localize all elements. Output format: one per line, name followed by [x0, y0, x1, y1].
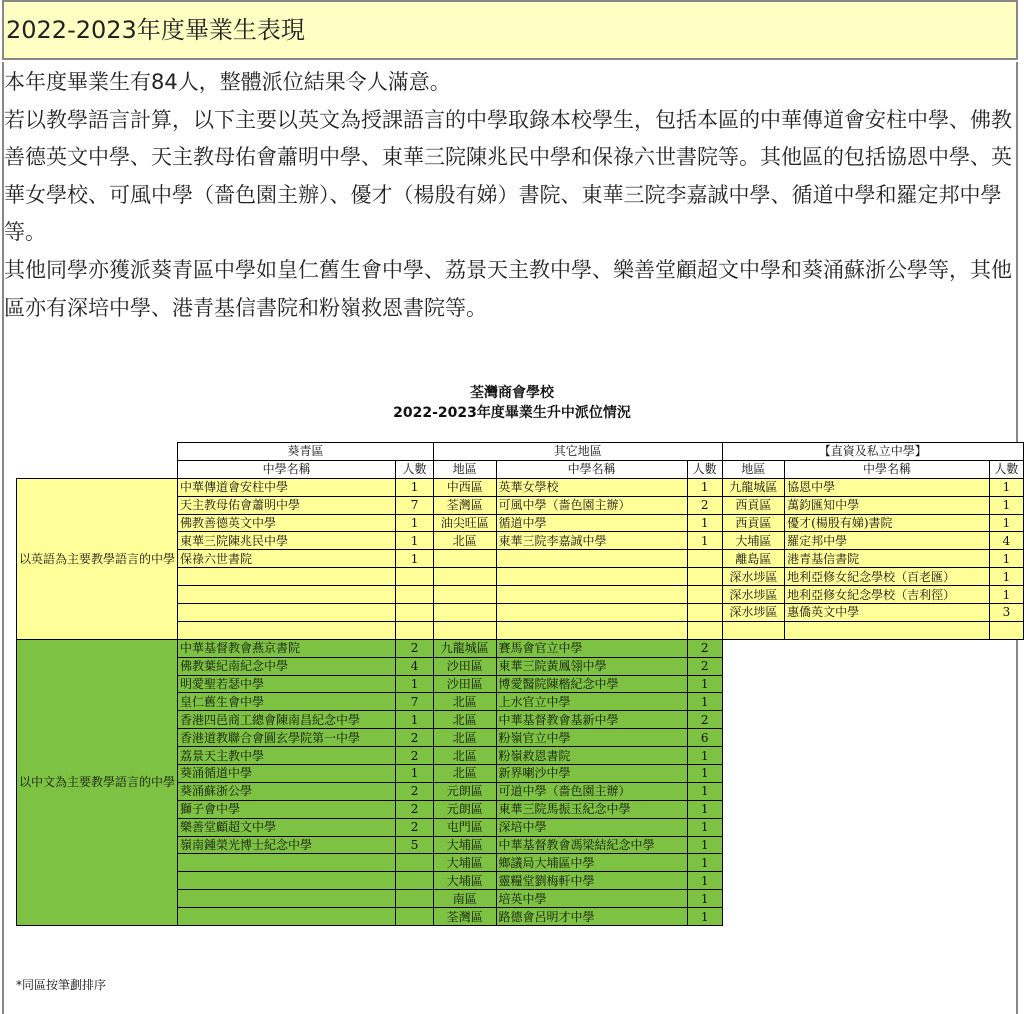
kwai-tsing-school-cell: 皇仁舊生會中學 — [178, 693, 396, 711]
other-count-cell: 1 — [687, 514, 722, 532]
private-count-cell: 1 — [989, 568, 1023, 586]
kwai-tsing-school-cell: 中華傳道會安柱中學 — [178, 478, 396, 496]
other-school-cell: 東華三院馬振玉紀念中學 — [496, 800, 687, 818]
other-school-cell: 靈糧堂劉梅軒中學 — [496, 872, 687, 890]
private-district-cell: 西貢區 — [722, 514, 785, 532]
kwai-tsing-count-cell: 2 — [396, 747, 434, 765]
kwai-tsing-school-cell: 保祿六世書院 — [178, 550, 396, 568]
other-school-cell — [496, 621, 687, 639]
other-count-cell: 2 — [687, 496, 722, 514]
other-school-cell — [496, 586, 687, 604]
private-school-cell: 地利亞修女紀念學校（百老匯） — [785, 568, 990, 586]
other-district-cell: 九龍城區 — [433, 639, 496, 657]
other-school-cell: 英華女學校 — [496, 478, 687, 496]
private-count-cell: 1 — [989, 550, 1023, 568]
other-district-cell: 油尖旺區 — [433, 514, 496, 532]
private-count-cell: 1 — [989, 496, 1023, 514]
kwai-tsing-count-cell: 2 — [396, 639, 434, 657]
other-count-cell: 1 — [687, 890, 722, 908]
column-header-school: 中學名稱 — [178, 460, 396, 478]
kwai-tsing-school-cell — [178, 604, 396, 622]
other-count-cell — [687, 604, 722, 622]
other-district-cell — [433, 604, 496, 622]
kwai-tsing-school-cell: 葵涌循道中學 — [178, 765, 396, 783]
group-header-private: 【直資及私立中學】 — [722, 443, 1023, 461]
category-label-chinese: 以中文為主要教學語言的中學 — [17, 639, 178, 925]
category-label-english: 以英語為主要教學語言的中學 — [17, 478, 178, 639]
table-row — [17, 639, 1024, 657]
kwai-tsing-school-cell: 葵涌蘇浙公學 — [178, 782, 396, 800]
kwai-tsing-count-cell: 1 — [396, 514, 434, 532]
kwai-tsing-count-cell: 2 — [396, 729, 434, 747]
table-row — [17, 478, 1024, 496]
private-school-cell: 惠僑英文中學 — [785, 604, 990, 622]
other-district-cell — [433, 621, 496, 639]
kwai-tsing-count-cell — [396, 568, 434, 586]
other-count-cell: 2 — [687, 639, 722, 657]
other-school-cell: 上水官立中學 — [496, 693, 687, 711]
other-school-cell: 東華三院黃鳳翎中學 — [496, 657, 687, 675]
other-district-cell: 北區 — [433, 765, 496, 783]
kwai-tsing-count-cell: 7 — [396, 693, 434, 711]
other-district-cell: 元朗區 — [433, 782, 496, 800]
kwai-tsing-school-cell — [178, 621, 396, 639]
group-header-kwai-tsing: 葵青區 — [178, 443, 434, 461]
figure-title: 2022-2023年度畢業生升中派位情況 — [393, 405, 631, 421]
other-school-cell: 循道中學 — [496, 514, 687, 532]
corner-cell — [17, 443, 178, 461]
private-count-cell — [989, 621, 1023, 639]
other-district-cell: 北區 — [433, 729, 496, 747]
kwai-tsing-school-cell: 東華三院陳兆民中學 — [178, 532, 396, 550]
kwai-tsing-school-cell: 獅子會中學 — [178, 800, 396, 818]
kwai-tsing-count-cell: 1 — [396, 765, 434, 783]
kwai-tsing-count-cell — [396, 890, 434, 908]
other-school-cell — [496, 568, 687, 586]
intro-paragraph-2: 若以教學語言計算，以下主要以英文為授課語言的中學取錄本校學生，包括本區的中華傳道會安柱中學、佛教善德英文中學、天主教母佑會蕭明中學、東華三院陳兆民中學和保祿六世書院等。其他區的包括協恩中學、英華女學校、可風中學（嗇色園主辦）、優才（楊殷有娣）書院、東華三院李嘉誠中學、循道中學和羅定邦中學等。 — [4, 107, 1012, 245]
other-school-cell: 粉嶺官立中學 — [496, 729, 687, 747]
other-count-cell: 1 — [687, 532, 722, 550]
other-school-cell — [496, 550, 687, 568]
kwai-tsing-count-cell: 1 — [396, 711, 434, 729]
kwai-tsing-count-cell: 1 — [396, 478, 434, 496]
other-district-cell: 大埔區 — [433, 836, 496, 854]
group-header-other-districts: 其它地區 — [433, 443, 722, 461]
private-district-cell: 西貢區 — [722, 496, 785, 514]
other-school-cell: 博愛醫院陳楷紀念中學 — [496, 675, 687, 693]
private-school-cell: 協恩中學 — [785, 478, 990, 496]
kwai-tsing-count-cell — [396, 586, 434, 604]
other-school-cell: 可道中學（嗇色園主辦） — [496, 782, 687, 800]
other-school-cell — [496, 604, 687, 622]
kwai-tsing-count-cell: 4 — [396, 657, 434, 675]
other-school-cell: 路德會呂明才中學 — [496, 908, 687, 926]
kwai-tsing-school-cell — [178, 890, 396, 908]
intro-paragraph-1: 本年度畢業生有84人，整體派位結果令人滿意。 — [4, 70, 451, 94]
other-count-cell: 2 — [687, 657, 722, 675]
other-count-cell: 1 — [687, 693, 722, 711]
other-count-cell: 1 — [687, 818, 722, 836]
other-count-cell: 1 — [687, 872, 722, 890]
other-district-cell: 荃灣區 — [433, 908, 496, 926]
footnote: *同區按筆劃排序 — [16, 978, 107, 992]
other-count-cell — [687, 550, 722, 568]
private-count-cell: 3 — [989, 604, 1023, 622]
kwai-tsing-count-cell: 2 — [396, 782, 434, 800]
other-district-cell — [433, 550, 496, 568]
other-count-cell: 2 — [687, 711, 722, 729]
private-school-cell: 港青基信書院 — [785, 550, 990, 568]
other-district-cell: 大埔區 — [433, 872, 496, 890]
kwai-tsing-count-cell — [396, 908, 434, 926]
other-district-cell: 北區 — [433, 711, 496, 729]
kwai-tsing-count-cell: 1 — [396, 532, 434, 550]
kwai-tsing-count-cell — [396, 872, 434, 890]
other-school-cell: 賽馬會官立中學 — [496, 639, 687, 657]
other-school-cell: 鄉議局大埔區中學 — [496, 854, 687, 872]
private-school-cell — [785, 621, 990, 639]
allocation-table — [16, 442, 1024, 926]
intro-text — [4, 64, 1014, 327]
other-school-cell: 可風中學（嗇色園主辦） — [496, 496, 687, 514]
other-district-cell: 大埔區 — [433, 854, 496, 872]
other-school-cell: 深培中學 — [496, 818, 687, 836]
private-school-cell: 地利亞修女紀念學校（吉利徑） — [785, 586, 990, 604]
other-district-cell — [433, 568, 496, 586]
kwai-tsing-count-cell: 1 — [396, 550, 434, 568]
private-district-cell: 深水埗區 — [722, 604, 785, 622]
page-header — [2, 0, 1018, 60]
kwai-tsing-count-cell: 1 — [396, 675, 434, 693]
private-school-cell: 萬鈞匯知中學 — [785, 496, 990, 514]
private-count-cell: 4 — [989, 532, 1023, 550]
kwai-tsing-school-cell: 嶺南鍾榮光博士紀念中學 — [178, 836, 396, 854]
other-district-cell: 中西區 — [433, 478, 496, 496]
other-count-cell — [687, 586, 722, 604]
other-count-cell: 1 — [687, 478, 722, 496]
other-count-cell: 1 — [687, 854, 722, 872]
other-school-cell: 培英中學 — [496, 890, 687, 908]
other-count-cell: 1 — [687, 800, 722, 818]
column-header-school: 中學名稱 — [785, 460, 990, 478]
kwai-tsing-school-cell: 明愛聖若瑟中學 — [178, 675, 396, 693]
intro-paragraph-3: 其他同學亦獲派葵青區中學如皇仁舊生會中學、荔景天主教中學、樂善堂顧超文中學和葵涌蘇浙公學等，其他區亦有深培中學、港青基信書院和粉嶺救恩書院等。 — [4, 257, 1012, 320]
private-district-cell: 深水埗區 — [722, 586, 785, 604]
kwai-tsing-count-cell: 5 — [396, 836, 434, 854]
other-district-cell: 荃灣區 — [433, 496, 496, 514]
other-count-cell: 1 — [687, 747, 722, 765]
other-district-cell: 南區 — [433, 890, 496, 908]
kwai-tsing-school-cell — [178, 854, 396, 872]
other-school-cell: 中華基督教會基新中學 — [496, 711, 687, 729]
other-count-cell: 1 — [687, 782, 722, 800]
column-header-district: 地區 — [433, 460, 496, 478]
private-district-cell: 九龍城區 — [722, 478, 785, 496]
private-count-cell: 1 — [989, 478, 1023, 496]
other-district-cell: 北區 — [433, 747, 496, 765]
private-count-cell: 1 — [989, 586, 1023, 604]
other-district-cell: 元朗區 — [433, 800, 496, 818]
private-district-cell: 離島區 — [722, 550, 785, 568]
corner-cell — [17, 460, 178, 478]
kwai-tsing-school-cell: 中華基督教會燕京書院 — [178, 639, 396, 657]
column-header-school: 中學名稱 — [496, 460, 687, 478]
column-header-count: 人數 — [687, 460, 722, 478]
kwai-tsing-count-cell: 2 — [396, 818, 434, 836]
kwai-tsing-count-cell: 7 — [396, 496, 434, 514]
other-district-cell: 北區 — [433, 532, 496, 550]
private-district-cell: 深水埗區 — [722, 568, 785, 586]
other-school-cell: 粉嶺救恩書院 — [496, 747, 687, 765]
kwai-tsing-count-cell — [396, 621, 434, 639]
kwai-tsing-school-cell — [178, 908, 396, 926]
other-district-cell: 沙田區 — [433, 675, 496, 693]
other-count-cell: 6 — [687, 729, 722, 747]
other-count-cell — [687, 621, 722, 639]
page-title: 2022-2023年度畢業生表現 — [6, 16, 305, 44]
kwai-tsing-count-cell — [396, 854, 434, 872]
private-school-cell: 羅定邦中學 — [785, 532, 990, 550]
other-count-cell: 1 — [687, 908, 722, 926]
kwai-tsing-school-cell — [178, 872, 396, 890]
column-header-count: 人數 — [989, 460, 1023, 478]
column-header-district: 地區 — [722, 460, 785, 478]
other-district-cell: 屯門區 — [433, 818, 496, 836]
kwai-tsing-school-cell: 天主教母佑會蕭明中學 — [178, 496, 396, 514]
other-district-cell: 北區 — [433, 693, 496, 711]
other-school-cell: 東華三院李嘉誠中學 — [496, 532, 687, 550]
other-school-cell: 新界喇沙中學 — [496, 765, 687, 783]
kwai-tsing-count-cell: 2 — [396, 800, 434, 818]
other-school-cell: 中華基督教會馮梁結紀念中學 — [496, 836, 687, 854]
kwai-tsing-school-cell: 佛教葉紀南紀念中學 — [178, 657, 396, 675]
other-count-cell: 1 — [687, 675, 722, 693]
other-count-cell — [687, 568, 722, 586]
other-district-cell: 沙田區 — [433, 657, 496, 675]
kwai-tsing-school-cell — [178, 586, 396, 604]
column-header-count: 人數 — [396, 460, 434, 478]
figure-school-name: 荃灣商會學校 — [470, 385, 554, 401]
kwai-tsing-school-cell — [178, 568, 396, 586]
other-count-cell: 1 — [687, 836, 722, 854]
private-district-cell — [722, 621, 785, 639]
allocation-table-body — [17, 443, 1024, 926]
kwai-tsing-school-cell: 樂善堂顧超文中學 — [178, 818, 396, 836]
other-count-cell: 1 — [687, 765, 722, 783]
kwai-tsing-school-cell: 香港道教聯合會圓玄學院第一中學 — [178, 729, 396, 747]
kwai-tsing-school-cell: 荔景天主教中學 — [178, 747, 396, 765]
kwai-tsing-school-cell: 香港四邑商工總會陳南昌紀念中學 — [178, 711, 396, 729]
kwai-tsing-school-cell: 佛教善德英文中學 — [178, 514, 396, 532]
private-school-cell: 優才(楊殷有娣)書院 — [785, 514, 990, 532]
other-district-cell — [433, 586, 496, 604]
private-district-cell: 大埔區 — [722, 532, 785, 550]
private-count-cell: 1 — [989, 514, 1023, 532]
kwai-tsing-count-cell — [396, 604, 434, 622]
